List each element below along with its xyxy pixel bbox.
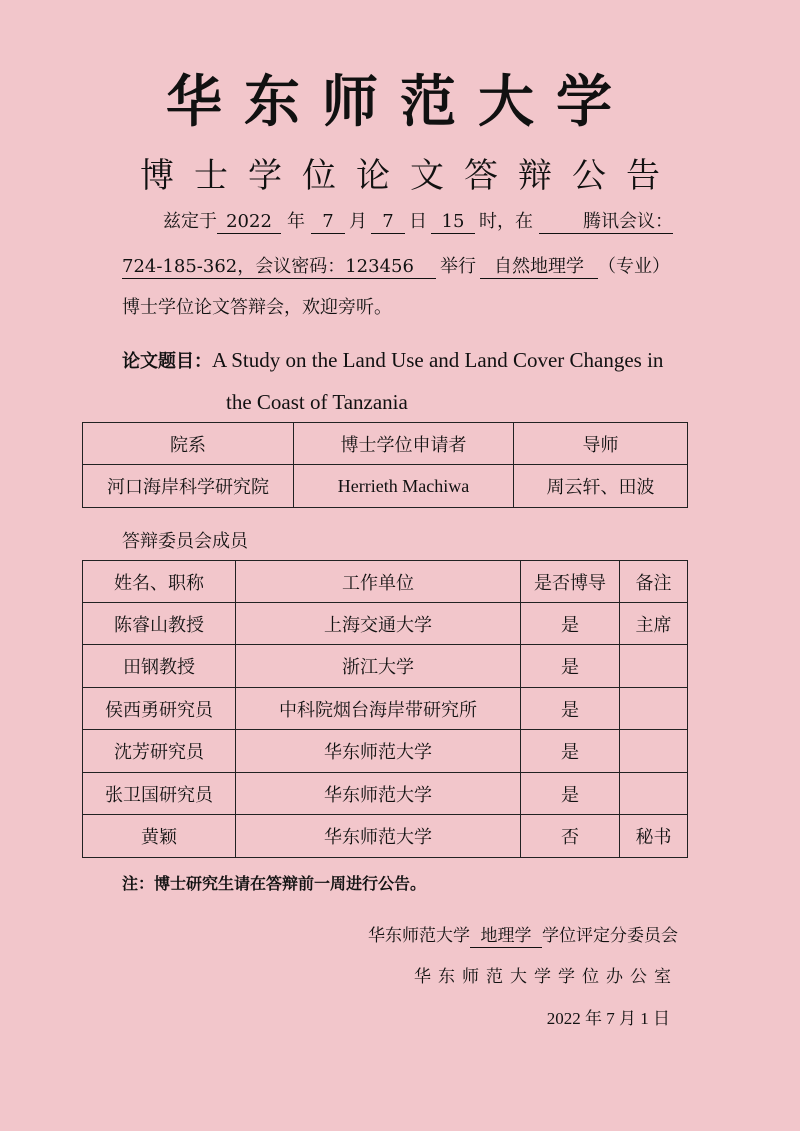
table-row [83,645,688,688]
major-suffix: （专业） [598,256,670,277]
member-remark-cell [620,773,688,815]
held-text: 举行 [440,256,476,277]
committee-header-cell: 是否博导 [521,561,620,603]
member-supervisor-cell: 是 [521,773,620,815]
table-row [83,603,688,645]
info-header-row [83,423,688,465]
month-field: 7 [311,211,345,234]
hour-field: 15 [431,211,475,234]
member-affiliation-cell: 中科院烟台海岸带研究所 [236,688,521,730]
member-affiliation-cell: 华东师范大学 [236,815,521,858]
member-name-cell: 沈芳研究员 [83,730,236,773]
month-unit: 月 [349,211,367,232]
member-supervisor-cell: 是 [521,603,620,645]
university-name: 华东师范大学 [166,70,634,135]
thesis-title-block [122,347,663,373]
member-supervisor-cell: 是 [521,645,620,688]
member-remark-cell [620,730,688,773]
day-unit: 日 [409,211,427,232]
member-supervisor-cell: 否 [521,815,620,858]
committee-suffix: 学位评定分委员会 [542,926,678,946]
info-header-cell: 导师 [514,423,688,465]
major-field: 自然地理学 [480,256,598,279]
table-row [83,688,688,730]
committee-prefix: 华东师范大学 [368,926,470,946]
info-header-cell: 院系 [83,423,294,465]
hour-unit: 时，在 [479,211,533,232]
member-affiliation-cell: 华东师范大学 [236,730,521,773]
table-row [83,815,688,858]
info-row [83,465,688,508]
member-remark-cell [620,688,688,730]
member-name-cell: 侯西勇研究员 [83,688,236,730]
announcement-date: 2022 年 7 月 1 日 [546,1009,670,1028]
committee-header-row [83,561,688,603]
member-remark-cell: 秘书 [620,815,688,858]
table-row [83,773,688,815]
committee-table [82,560,688,858]
document-title: 博士学位论文答辩公告 [140,156,680,196]
member-name-cell: 张卫国研究员 [83,773,236,815]
member-remark-cell: 主席 [620,603,688,645]
committee-field: 地理学 [470,925,542,948]
day-field: 7 [371,211,405,234]
department-cell: 河口海岸科学研究院 [83,465,294,508]
applicant-cell: Herrieth Machiwa [294,465,514,508]
thesis-title-line-1: A Study on the Land Use and Land Cover Changes in [212,348,664,372]
announcement-line-2 [122,255,670,279]
member-name-cell: 田钢教授 [83,645,236,688]
committee-signature [368,921,678,948]
note-text: 注：博士研究生请在答辩前一周进行公告。 [122,874,427,893]
member-name-cell: 陈睿山教授 [83,603,236,645]
intro-text: 兹定于 [163,211,217,232]
member-supervisor-cell: 是 [521,730,620,773]
committee-header-cell: 姓名、职称 [83,561,236,603]
member-name-cell: 黄颖 [83,815,236,858]
location-field-1: 腾讯会议： [539,211,673,234]
member-affiliation-cell: 浙江大学 [236,645,521,688]
member-affiliation-cell: 上海交通大学 [236,603,521,645]
announcement-line-1 [163,210,673,234]
table-row [83,730,688,773]
applicant-info-table [82,422,688,508]
member-remark-cell [620,645,688,688]
thesis-label: 论文题目： [122,351,212,372]
thesis-title-line-2: the Coast of Tanzania [226,390,408,414]
year-unit: 年 [287,211,305,232]
office-signature: 华东师范大学学位办公室 [414,967,678,987]
supervisor-cell: 周云轩、田波 [514,465,688,508]
member-supervisor-cell: 是 [521,688,620,730]
member-affiliation-cell: 华东师范大学 [236,773,521,815]
committee-caption: 答辩委员会成员 [122,531,248,552]
location-field-2: 724-185-362，会议密码：123456 [122,256,436,279]
info-header-cell: 博士学位申请者 [294,423,514,465]
year-field: 2022 [217,211,281,234]
committee-header-cell: 工作单位 [236,561,521,603]
announcement-line-3: 博士学位论文答辩会，欢迎旁听。 [122,297,392,318]
committee-header-cell: 备注 [620,561,688,603]
